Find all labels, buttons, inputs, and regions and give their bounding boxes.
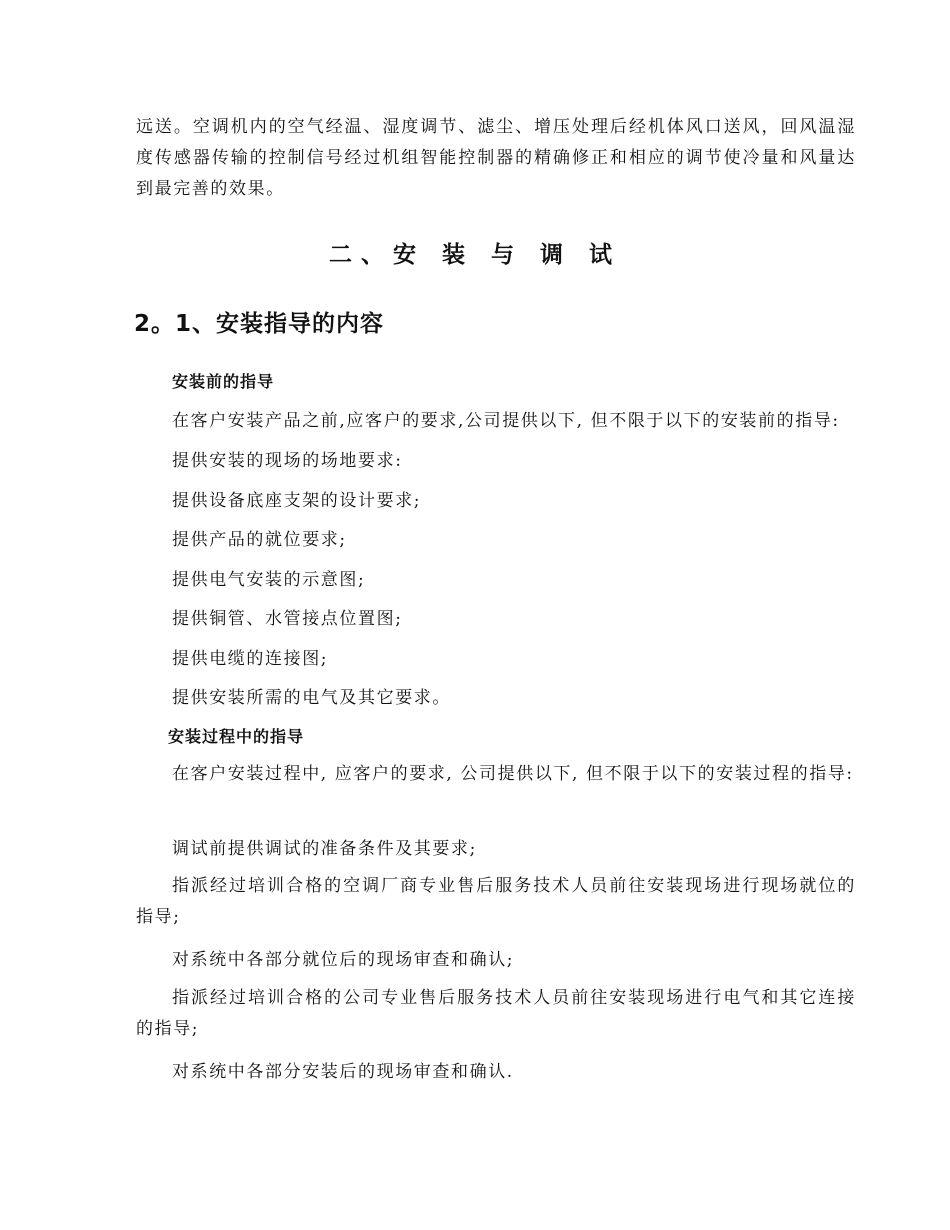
- pre-install-item: 提供产品的就位要求;: [172, 530, 347, 550]
- during-install-item: 指派经过培训合格的公司专业售后服务技术人员前往安装现场进行电气和其它连接的指导;: [136, 988, 856, 1039]
- during-install-item: 调试前提供调试的准备条件及其要求;: [172, 839, 477, 859]
- during-install-item: 对系统中各部分就位后的现场审查和确认;: [172, 950, 515, 970]
- during-install-intro: 在客户安装过程中, 应客户的要求, 公司提供以下, 但不限于以下的安装过程的指导:: [172, 764, 854, 784]
- chapter-title: 二、安 装 与 调 试: [328, 242, 622, 268]
- pre-install-item: 提供安装的现场的场地要求:: [172, 451, 403, 471]
- pre-install-item: 提供安装所需的电气及其它要求。: [172, 688, 451, 708]
- pre-install-item: 提供电缆的连接图;: [172, 649, 329, 669]
- pre-install-heading: 安装前的指导: [172, 372, 275, 391]
- pre-install-item: 提供铜管、水管接点位置图;: [172, 609, 403, 629]
- during-install-item: 指派经过培训合格的空调厂商专业售后服务技术人员前往安装现场进行现场就位的指导;: [136, 876, 856, 927]
- during-install-item: 对系统中各部分安装后的现场审查和确认.: [172, 1062, 514, 1082]
- pre-install-intro: 在客户安装产品之前,应客户的要求,公司提供以下, 但不限于以下的安装前的指导:: [172, 411, 840, 431]
- pre-install-item: 提供设备底座支架的设计要求;: [172, 491, 422, 511]
- intro-paragraph: 远送。空调机内的空气经温、湿度调节、滤尘、增压处理后经机体风口送风，回风温湿度传感器传输的控制信号经过机组智能控制器的精确修正和相应的调节使冷量和风量达到最完善的效果。: [136, 117, 856, 199]
- pre-install-item: 提供电气安装的示意图;: [172, 570, 366, 590]
- section-title: 2。1、安装指导的内容: [134, 311, 385, 337]
- during-install-heading: 安装过程中的指导: [168, 727, 305, 746]
